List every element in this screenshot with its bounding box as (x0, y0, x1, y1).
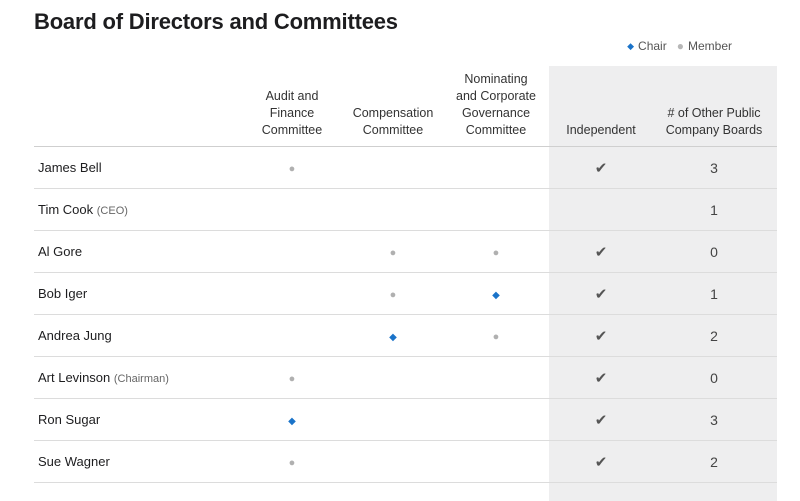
header-name (34, 66, 239, 147)
independent-cell (551, 441, 651, 483)
director-name-text: Sue Wagner (38, 454, 110, 469)
committee-cell (345, 273, 441, 315)
director-name (34, 315, 239, 357)
member-dot-icon: ● (389, 247, 397, 259)
independent-cell (551, 147, 651, 189)
director-role-note: (CEO) (96, 205, 128, 217)
other-boards-count (651, 273, 777, 315)
director-name (34, 189, 239, 231)
member-dot-icon: ● (676, 39, 684, 53)
header-line: Audit and (265, 89, 319, 103)
table-row (34, 273, 777, 315)
director-name-text: Art Levinson (38, 370, 111, 385)
legend-chair-label: Chair (638, 39, 667, 53)
director-name-text: Andrea Jung (38, 328, 112, 343)
table-row (34, 357, 777, 399)
chair-diamond-icon: ◆ (288, 416, 296, 427)
member-dot-icon: ● (389, 289, 397, 301)
committee-cell (239, 273, 345, 315)
committee-cell (345, 189, 441, 231)
checkmark-icon: ✔ (594, 285, 608, 303)
member-dot-icon: ● (288, 163, 296, 175)
header-line: Governance (461, 106, 531, 120)
table-row (34, 315, 777, 357)
committee-cell (441, 147, 551, 189)
legend-member-label: Member (687, 39, 732, 53)
director-name (34, 273, 239, 315)
director-name-text: James Bell (38, 160, 102, 175)
independent-cell (551, 357, 651, 399)
other-boards-value: 3 (710, 159, 718, 176)
committee-cell (239, 315, 345, 357)
committee-cell (345, 441, 441, 483)
independent-cell (551, 189, 651, 231)
header-line: Nominating (464, 72, 528, 86)
other-boards-count (651, 231, 777, 273)
other-boards-count (651, 147, 777, 189)
checkmark-icon: ✔ (594, 243, 608, 261)
committee-cell (345, 315, 441, 357)
other-boards-value: 2 (710, 453, 718, 470)
header-line: Finance (269, 106, 315, 120)
board-table (34, 66, 777, 483)
header-nominating (441, 66, 551, 147)
member-dot-icon: ● (492, 331, 500, 343)
independent-cell (551, 399, 651, 441)
director-name (34, 399, 239, 441)
header-line: Committee (362, 123, 424, 137)
table-row (34, 399, 777, 441)
header-line: # of Other Public (667, 106, 761, 120)
checkmark-icon: ✔ (594, 159, 608, 177)
page-title: Board of Directors and Committees (34, 9, 398, 34)
committee-cell (239, 147, 345, 189)
table-row (34, 147, 777, 189)
independent-cell (551, 315, 651, 357)
director-name-text: Ron Sugar (38, 412, 101, 427)
other-boards-value: 1 (710, 285, 718, 302)
checkmark-icon: ✔ (594, 411, 608, 429)
legend (627, 39, 732, 53)
committee-cell (441, 399, 551, 441)
member-dot-icon: ● (492, 247, 500, 259)
director-name (34, 357, 239, 399)
committee-cell (441, 315, 551, 357)
committee-cell (239, 357, 345, 399)
committee-cell (441, 273, 551, 315)
header-line: Compensation (352, 106, 434, 120)
table-body (34, 147, 777, 483)
committee-cell (345, 231, 441, 273)
independent-cell (551, 273, 651, 315)
checkmark-icon: ✔ (594, 327, 608, 345)
header-audit (239, 66, 345, 147)
chair-diamond-icon: ◆ (492, 290, 500, 301)
header-line: Committee (261, 123, 323, 137)
director-name-text: Bob Iger (38, 286, 88, 301)
director-name (34, 147, 239, 189)
committee-cell (345, 399, 441, 441)
checkmark-icon: ✔ (594, 369, 608, 387)
header-line: and Corporate (456, 89, 536, 103)
other-boards-value: 0 (710, 243, 718, 260)
committee-cell (441, 231, 551, 273)
header-independent (551, 66, 651, 147)
committee-cell (441, 357, 551, 399)
header-other-boards (651, 66, 777, 147)
header-line: Committee (465, 123, 527, 137)
other-boards-count (651, 399, 777, 441)
table-row (34, 441, 777, 483)
committee-cell (345, 147, 441, 189)
committee-cell (345, 357, 441, 399)
committee-cell (239, 399, 345, 441)
other-boards-count (651, 441, 777, 483)
committee-cell (239, 189, 345, 231)
other-boards-count (651, 357, 777, 399)
director-role-note: (Chairman) (113, 373, 169, 385)
other-boards-count (651, 189, 777, 231)
committee-cell (441, 441, 551, 483)
director-name-text: Al Gore (38, 244, 83, 259)
header-row (34, 66, 777, 147)
table-row (34, 189, 777, 231)
table-row (34, 231, 777, 273)
director-name (34, 231, 239, 273)
header-line: Company Boards (665, 123, 763, 137)
director-name-text: Tim Cook (38, 202, 94, 217)
committee-cell (239, 441, 345, 483)
other-boards-value: 2 (710, 327, 718, 344)
independent-cell (551, 231, 651, 273)
member-dot-icon: ● (288, 373, 296, 385)
header-compensation (345, 66, 441, 147)
other-boards-value: 0 (710, 369, 718, 386)
checkmark-icon: ✔ (594, 453, 608, 471)
chair-diamond-icon: ◆ (627, 40, 635, 51)
member-dot-icon: ● (288, 457, 296, 469)
director-name (34, 441, 239, 483)
committee-cell (441, 189, 551, 231)
other-boards-value: 3 (710, 411, 718, 428)
chair-diamond-icon: ◆ (389, 332, 397, 343)
header-line: Independent (566, 123, 636, 137)
other-boards-value: 1 (710, 201, 718, 218)
other-boards-count (651, 315, 777, 357)
committee-cell (239, 231, 345, 273)
